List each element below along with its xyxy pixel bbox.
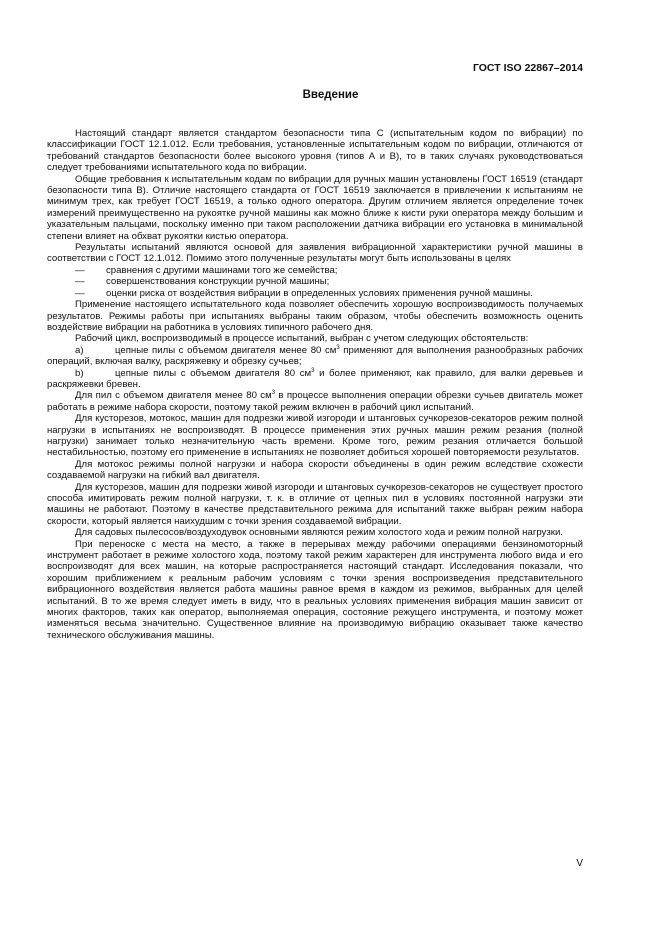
document-body bbox=[47, 128, 583, 641]
item-text: цепные пилы с объемом двигателя 80 см bbox=[115, 367, 312, 379]
paragraph: Настоящий стандарт является стандартом безопасности типа С (испытательным кодом по вибрации) по классификации ГОСТ 12.1.012. Если требования, установленные испытательным кодом по вибрации, отличаются от требований стандартов безопасности более высокого уровня (типов А и В), то в таких случаях руководствоваться следует требованиями испытательного кода по вибрации. bbox=[47, 128, 583, 174]
paragraph: Рабочий цикл, воспроизводимый в процессе испытаний, выбран с учетом следующих обстоятельств: bbox=[75, 333, 529, 345]
item-text: применяют для выполнения разнообразных рабочих операций, включая валку, раскряжевку и обрезку сучьев; bbox=[47, 344, 583, 368]
paragraph: При переноске с места на место, а также в перерывах между рабочими операциями бензиномоторный инструмент работает в режиме холостого хода, поэтому такой режим характерен для инструмента любого вида и его воспроизводят для всех машин, на которые распространяется настоящий стандарт. Исследования показали, что хорошим приближением к реальным рабочим условиям с точки зрения воспроизведения представительного вибрационного воздействия является работа машины равное время в каждом из режимов, выбранных для целей испытаний. В то же время следует иметь в виду, что в реальных условиях применения вибрация машин зависит от многих факторов, таких как оператор, выполняемая операция, состояние режущего инструмента, и поэтому может изменяться весьма значительно. Существенное влияние на производимую вибрацию оказывает также качество технического обслуживания машины. bbox=[47, 538, 583, 641]
superscript: 3 bbox=[311, 367, 315, 374]
item-text: и более применяют, как правило, для валки деревьев и раскряжевки бревен. bbox=[47, 367, 583, 390]
paragraph: Для мотокос режимы полной нагрузки и набора скорости объединены в один режим вследствие схожести создаваемой нагрузки на гибкий вал двигателя. bbox=[47, 458, 583, 482]
item-text: цепные пилы с объемом двигателя менее 80 см bbox=[115, 344, 337, 356]
list-item bbox=[47, 288, 583, 299]
list-item-text: совершенствования конструкции ручной машины; bbox=[106, 276, 330, 288]
dash-marker: — bbox=[75, 287, 85, 299]
item-label: а) bbox=[75, 344, 84, 356]
paragraph: Результаты испытаний являются основой для заявления вибрационной характеристики ручной машины в соответствии с ГОСТ 12.1.012. Помимо этого полученные результаты могут быть использованы в целях bbox=[47, 242, 583, 265]
paragraph-text: Для пил с объемом двигателя менее 80 см bbox=[75, 390, 272, 402]
paragraph: Применение настоящего испытательного кода позволяет обеспечить хорошую воспроизводимость получаемых результатов. Режимы работы при испытаниях выбраны таким образом, чтобы обеспечить возможность оценить воздействие вибрации на работника в условиях типичного рабочего дня. bbox=[47, 299, 583, 333]
paragraph-text: в процессе выполнения операции обрезки сучьев двигатель может работать в режиме набора скорости, поэтому такой режим включен в рабочий цикл испытаний. bbox=[47, 390, 583, 413]
list-item-text: оценки риска от воздействия вибрации в определенных условиях применения ручной машины. bbox=[106, 287, 533, 299]
page-number: V bbox=[576, 858, 583, 869]
list-item bbox=[47, 276, 583, 287]
paragraph: Для кусторезов, машин для подрезки живой изгороди и штанговых сучкорезов-секаторов не существует простого способа имитировать режим полной нагрузки, т. к. в отличие от цепных пил в условиях постоянной нагрузки эти машины не работают. Поэтому в качестве представительного режима для испытаний также выбран режим набора скорости, который является наихудшим с точки зрения создаваемой вибрации. bbox=[47, 481, 583, 527]
item-label: b) bbox=[75, 367, 84, 379]
superscript: 3 bbox=[271, 390, 276, 397]
list-item-b bbox=[47, 368, 583, 391]
list-item-a bbox=[47, 345, 583, 368]
list-item-text: сравнения с другими машинами того же семейства; bbox=[106, 264, 338, 276]
list-item bbox=[47, 265, 583, 276]
document-code: ГОСТ ISO 22867–2014 bbox=[472, 62, 583, 74]
paragraph: Для кусторезов, мотокос, машин для подрезки живой изгороди и штанговых сучкорезов-секаторов режим полной нагрузки в испытаниях не воспроизводят. В процессе применения этих ручных машин режим резания (полной нагрузки) занимает только незначительную часть времени. Кроме того, режим резания отличается большой нестабильностью, поэтому его применение в испытаниях не позволяет добиться хорошей повторяемости результатов. bbox=[47, 413, 583, 459]
paragraph: Для садовых пылесосов/воздуходувок основными являются режим холостого хода и режим полной нагрузки. bbox=[75, 527, 563, 539]
dash-marker: — bbox=[75, 276, 85, 288]
superscript: 3 bbox=[336, 344, 340, 351]
dash-marker: — bbox=[75, 264, 85, 276]
paragraph bbox=[47, 390, 583, 413]
section-title: Введение bbox=[302, 89, 359, 101]
paragraph: Общие требования к испытательным кодам по вибрации для ручных машин установлены ГОСТ 16519 (стандарт безопасности типа В). Отличие настоящего стандарта от ГОСТ 16519 заключается в привлечении к испытаниям не минимум трех, как требует ГОСТ 16519, а только одного оператора. Другим отличием является определение точек измерений преимущественно на рукоятке ручной машины как можно ближе к кисти руки оператора между большим и указательным пальцами, поскольку именно при таком расположении датчика вибрации его установка в минимальной степени влияет на обхват рукоятки кистью оператора. bbox=[47, 173, 583, 242]
